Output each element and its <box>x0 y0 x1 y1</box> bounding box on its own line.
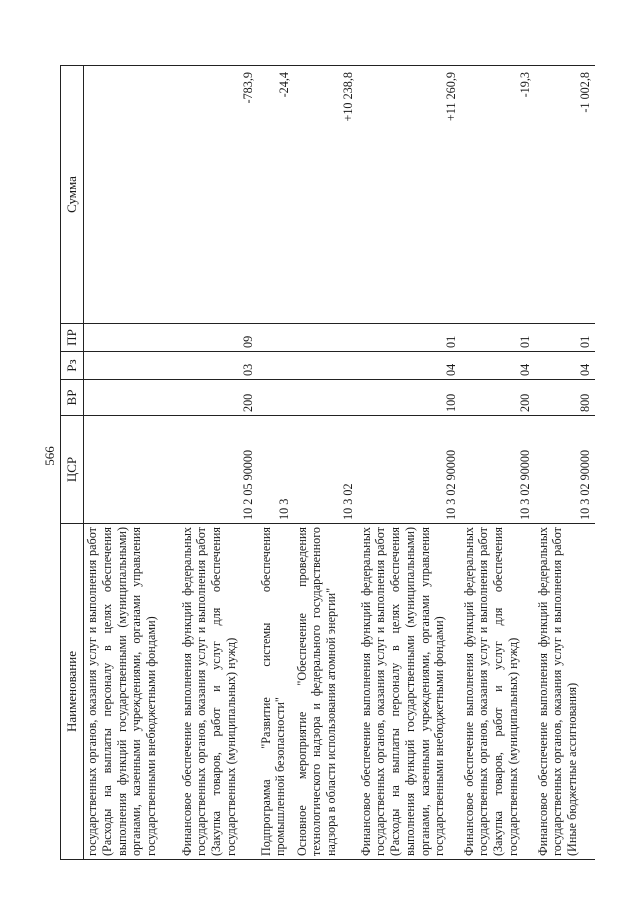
budget-table <box>60 65 595 860</box>
table-row <box>358 66 461 860</box>
header-vr: ВР <box>61 380 84 416</box>
row-name: Подпрограмма "Развитие системы обеспечения промышленной безопасности" <box>258 524 294 860</box>
row-vr <box>258 380 294 416</box>
row-sum: -19,3 <box>461 66 535 324</box>
row-name: Основное мероприятие "Обеспечение проведения технологического надзора и федерального государственного надзора в области использования атомной энергии" <box>294 524 358 860</box>
row-vr: 200 <box>461 380 535 416</box>
row-rz: 04 <box>535 352 595 380</box>
table-row <box>461 66 535 860</box>
row-csr: 10 3 02 90000 <box>461 416 535 524</box>
row-name: Финансовое обеспечение выполнения функций федеральных государственных органов, оказания услуг и выполнения работ (Закупка товаров, работ и услуг для обеспечения государственных (муниципальных) нужд) <box>461 524 535 860</box>
header-name: Наименование <box>61 524 84 860</box>
header-rz: Рз <box>61 352 84 380</box>
page-number: 566 <box>42 446 57 466</box>
row-rz <box>294 352 358 380</box>
row-csr <box>84 416 179 524</box>
row-csr: 10 3 <box>258 416 294 524</box>
row-name: государственных органов, оказания услуг и выполнения работ (Расходы на выплаты персоналу в целях обеспечения выполнения функций государственными (муниципальными) органами, казенными учреждениями, органами управления государственными внебюджетными фондами) <box>84 524 179 860</box>
table-row <box>179 66 258 860</box>
row-csr: 10 3 02 <box>294 416 358 524</box>
row-sum: +10 238,8 <box>294 66 358 324</box>
row-csr: 10 3 02 90000 <box>358 416 461 524</box>
row-rz <box>258 352 294 380</box>
row-vr <box>294 380 358 416</box>
row-vr: 200 <box>179 380 258 416</box>
row-name: Финансовое обеспечение выполнения функций федеральных государственных органов, оказания услуг и выполнения работ (Закупка товаров, работ и услуг для обеспечения государственных (муниципальных) нужд) <box>179 524 258 860</box>
row-sum <box>84 66 179 324</box>
row-rz: 04 <box>358 352 461 380</box>
table-row <box>84 66 179 860</box>
row-rz: 04 <box>461 352 535 380</box>
row-name: Финансовое обеспечение выполнения функций федеральных государственных органов, оказания услуг и выполнения работ (Расходы на выплаты персоналу в целях обеспечения выполнения функций государственными (муниципальными) органами, казенными учреждениями, органами управления государственными внебюджетными фондами) <box>358 524 461 860</box>
row-pr <box>258 324 294 352</box>
row-pr: 01 <box>535 324 595 352</box>
row-vr <box>84 380 179 416</box>
row-rz: 03 <box>179 352 258 380</box>
header-csr: ЦСР <box>61 416 84 524</box>
row-csr: 10 3 02 90000 <box>535 416 595 524</box>
row-sum: -24,4 <box>258 66 294 324</box>
table-row <box>535 66 595 860</box>
table-header-row <box>61 66 84 860</box>
table-row <box>294 66 358 860</box>
header-pr: ПР <box>61 324 84 352</box>
row-vr: 100 <box>358 380 461 416</box>
row-sum: +11 260,9 <box>358 66 461 324</box>
row-csr: 10 2 05 90000 <box>179 416 258 524</box>
row-name: Финансовое обеспечение выполнения функций федеральных государственных органов, оказания услуг и выполнения работ (Иные бюджетные ассигнования) <box>535 524 595 860</box>
row-sum: -783,9 <box>179 66 258 324</box>
row-pr <box>294 324 358 352</box>
row-pr: 09 <box>179 324 258 352</box>
row-pr <box>84 324 179 352</box>
row-pr: 01 <box>358 324 461 352</box>
table-row <box>258 66 294 860</box>
row-pr: 01 <box>461 324 535 352</box>
row-rz <box>84 352 179 380</box>
header-sum: Сумма <box>61 66 84 324</box>
budget-table-rotated <box>60 66 596 860</box>
row-vr: 800 <box>535 380 595 416</box>
row-sum: -1 002,8 <box>535 66 595 324</box>
